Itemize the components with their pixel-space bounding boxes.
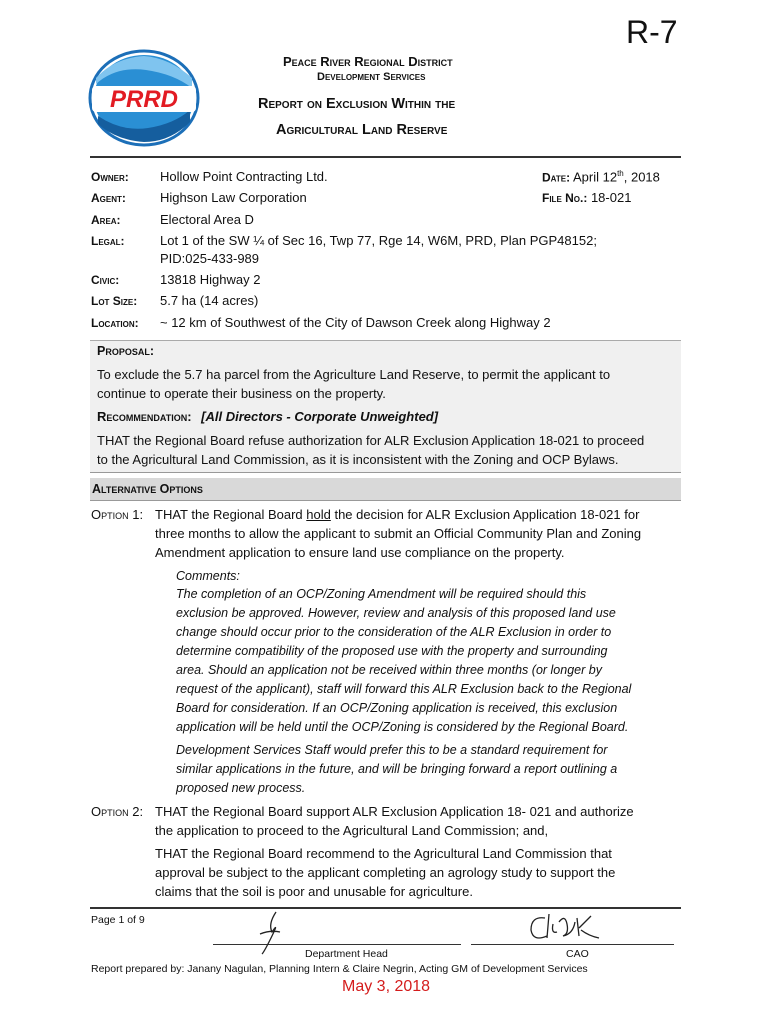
location-value: ~ 12 km of Southwest of the City of Dawson Creek along Highway 2 [160, 315, 551, 330]
fileno-label: File No.: [542, 191, 588, 205]
document-number: R-7 [626, 14, 678, 50]
staff-note-line1: Development Services Staff would prefer this to be a standard requirement for [176, 743, 608, 757]
date-year: , 2018 [623, 169, 660, 185]
area-label: Area: [91, 213, 121, 227]
civic-label: Civic: [91, 273, 120, 287]
option2-line4: approval be subject to the applicant completing an agrology study to support the [155, 865, 616, 880]
option2-label: Option 2: [91, 804, 144, 819]
footer-divider [90, 907, 681, 909]
comment-line5: area. Should an application not be received within three months (or longer by [176, 663, 602, 677]
area-value: Electoral Area D [160, 212, 254, 227]
logo-text: PRRD [109, 86, 179, 113]
dept-name: Development Services [317, 71, 426, 83]
recommendation-heading-row [97, 409, 438, 424]
option1-label: Option 1: [91, 507, 144, 522]
proposal-line2: continue to operate their business on the property. [97, 386, 386, 401]
recommendation-line2: to the Agricultural Land Commission, as it is inconsistent with the Zoning and OCP Bylaws. [97, 452, 619, 467]
proposal-line1: To exclude the 5.7 ha parcel from the Agriculture Land Reserve, to permit the applicant to [97, 367, 611, 382]
date-label: Date: [542, 170, 571, 185]
agent-label: Agent: [91, 191, 126, 205]
date-value: April 12 [572, 169, 618, 185]
department-head-label: Department Head [305, 948, 388, 960]
option1-line1: THAT the Regional Board hold the decision for ALR Exclusion Application 18-021 for [155, 507, 640, 522]
file-number-field [542, 190, 631, 205]
page-number: Page 1 of 9 [91, 914, 145, 926]
option1-line2: three months to allow the applicant to submit an Official Community Plan and Zoning [155, 526, 642, 541]
comment-line7: Board for consideration. If an OCP/Zoning application is received, this exclusion [176, 701, 618, 715]
comment-line8: application will be held until the OCP/Zoning is considered by the Regional Board. [176, 720, 629, 734]
date-field [542, 169, 660, 184]
legal-label: Legal: [91, 234, 125, 248]
option2-line1: THAT the Regional Board support ALR Exclusion Application 18- 021 and authorize [155, 804, 634, 819]
recommendation-heading: Recommendation: [97, 409, 192, 424]
report-title-line2: Agricultural Land Reserve [276, 122, 448, 138]
option2-line3: THAT the Regional Board recommend to the Agricultural Land Commission that [155, 846, 612, 861]
legal-value-line1: Lot 1 of the SW ¼ of Sec 16, Twp 77, Rge 14, W6M, PRD, Plan PGP48152; [160, 233, 597, 248]
staff-note-line3: proposed new process. [176, 781, 306, 795]
report-title-line1: Report on Exclusion Within the [258, 96, 456, 112]
header-divider [90, 156, 681, 158]
cao-signature [525, 910, 605, 946]
prrd-logo [86, 48, 202, 148]
option2-line5: claims that the soil is poor and unusable for agriculture. [155, 884, 473, 899]
civic-value: 13818 Highway 2 [160, 272, 261, 287]
owner-label: Owner: [91, 170, 129, 184]
legal-value-line2: PID:025-433-989 [160, 251, 260, 266]
staff-note-line2: similar applications in the future, and will be bringing forward a report outlining a [176, 762, 618, 776]
recommendation-line1: THAT the Regional Board refuse authorization for ALR Exclusion Application 18-021 to proceed [97, 433, 645, 448]
comments-label: Comments: [176, 569, 240, 583]
department-head-signature [250, 910, 290, 956]
prepared-by: Report prepared by: Janany Nagulan, Planning Intern & Claire Negrin, Acting GM of Development Services [91, 963, 588, 975]
comment-line6: request of the applicant), staff will forward this ALR Exclusion back to the Regional [176, 682, 632, 696]
fileno-value: 18-021 [590, 190, 632, 205]
option2-line2: the application to proceed to the Agricultural Land Commission; and, [155, 823, 549, 838]
lotsize-label: Lot Size: [91, 294, 138, 308]
lotsize-value: 5.7 ha (14 acres) [160, 293, 259, 308]
alternative-options-heading: Alternative Options [92, 482, 203, 496]
owner-value: Hollow Point Contracting Ltd. [160, 169, 328, 184]
option1-line3: Amendment application to ensure land use compliance on the property. [155, 545, 565, 560]
agent-value: Highson Law Corporation [160, 190, 307, 205]
comment-line2: exclusion be approved. However, review and analysis of this proposed land use [176, 606, 616, 620]
org-name: Peace River Regional District [283, 54, 453, 69]
comment-line4: determine compatibility of the proposed use with the property and surrounding [176, 644, 608, 658]
proposal-heading: Proposal: [97, 344, 155, 358]
recommendation-note: [All Directors - Corporate Unweighted] [201, 409, 439, 424]
stamp-date: May 3, 2018 [342, 978, 431, 995]
date-suffix: th [617, 169, 624, 178]
comment-line1: The completion of an OCP/Zoning Amendment will be required should this [176, 587, 587, 601]
comment-line3: change should occur prior to the consideration of the ALR Exclusion in order to [176, 625, 612, 639]
hold-word: hold [306, 507, 331, 522]
cao-label: CAO [566, 948, 589, 960]
location-label: Location: [91, 316, 139, 330]
